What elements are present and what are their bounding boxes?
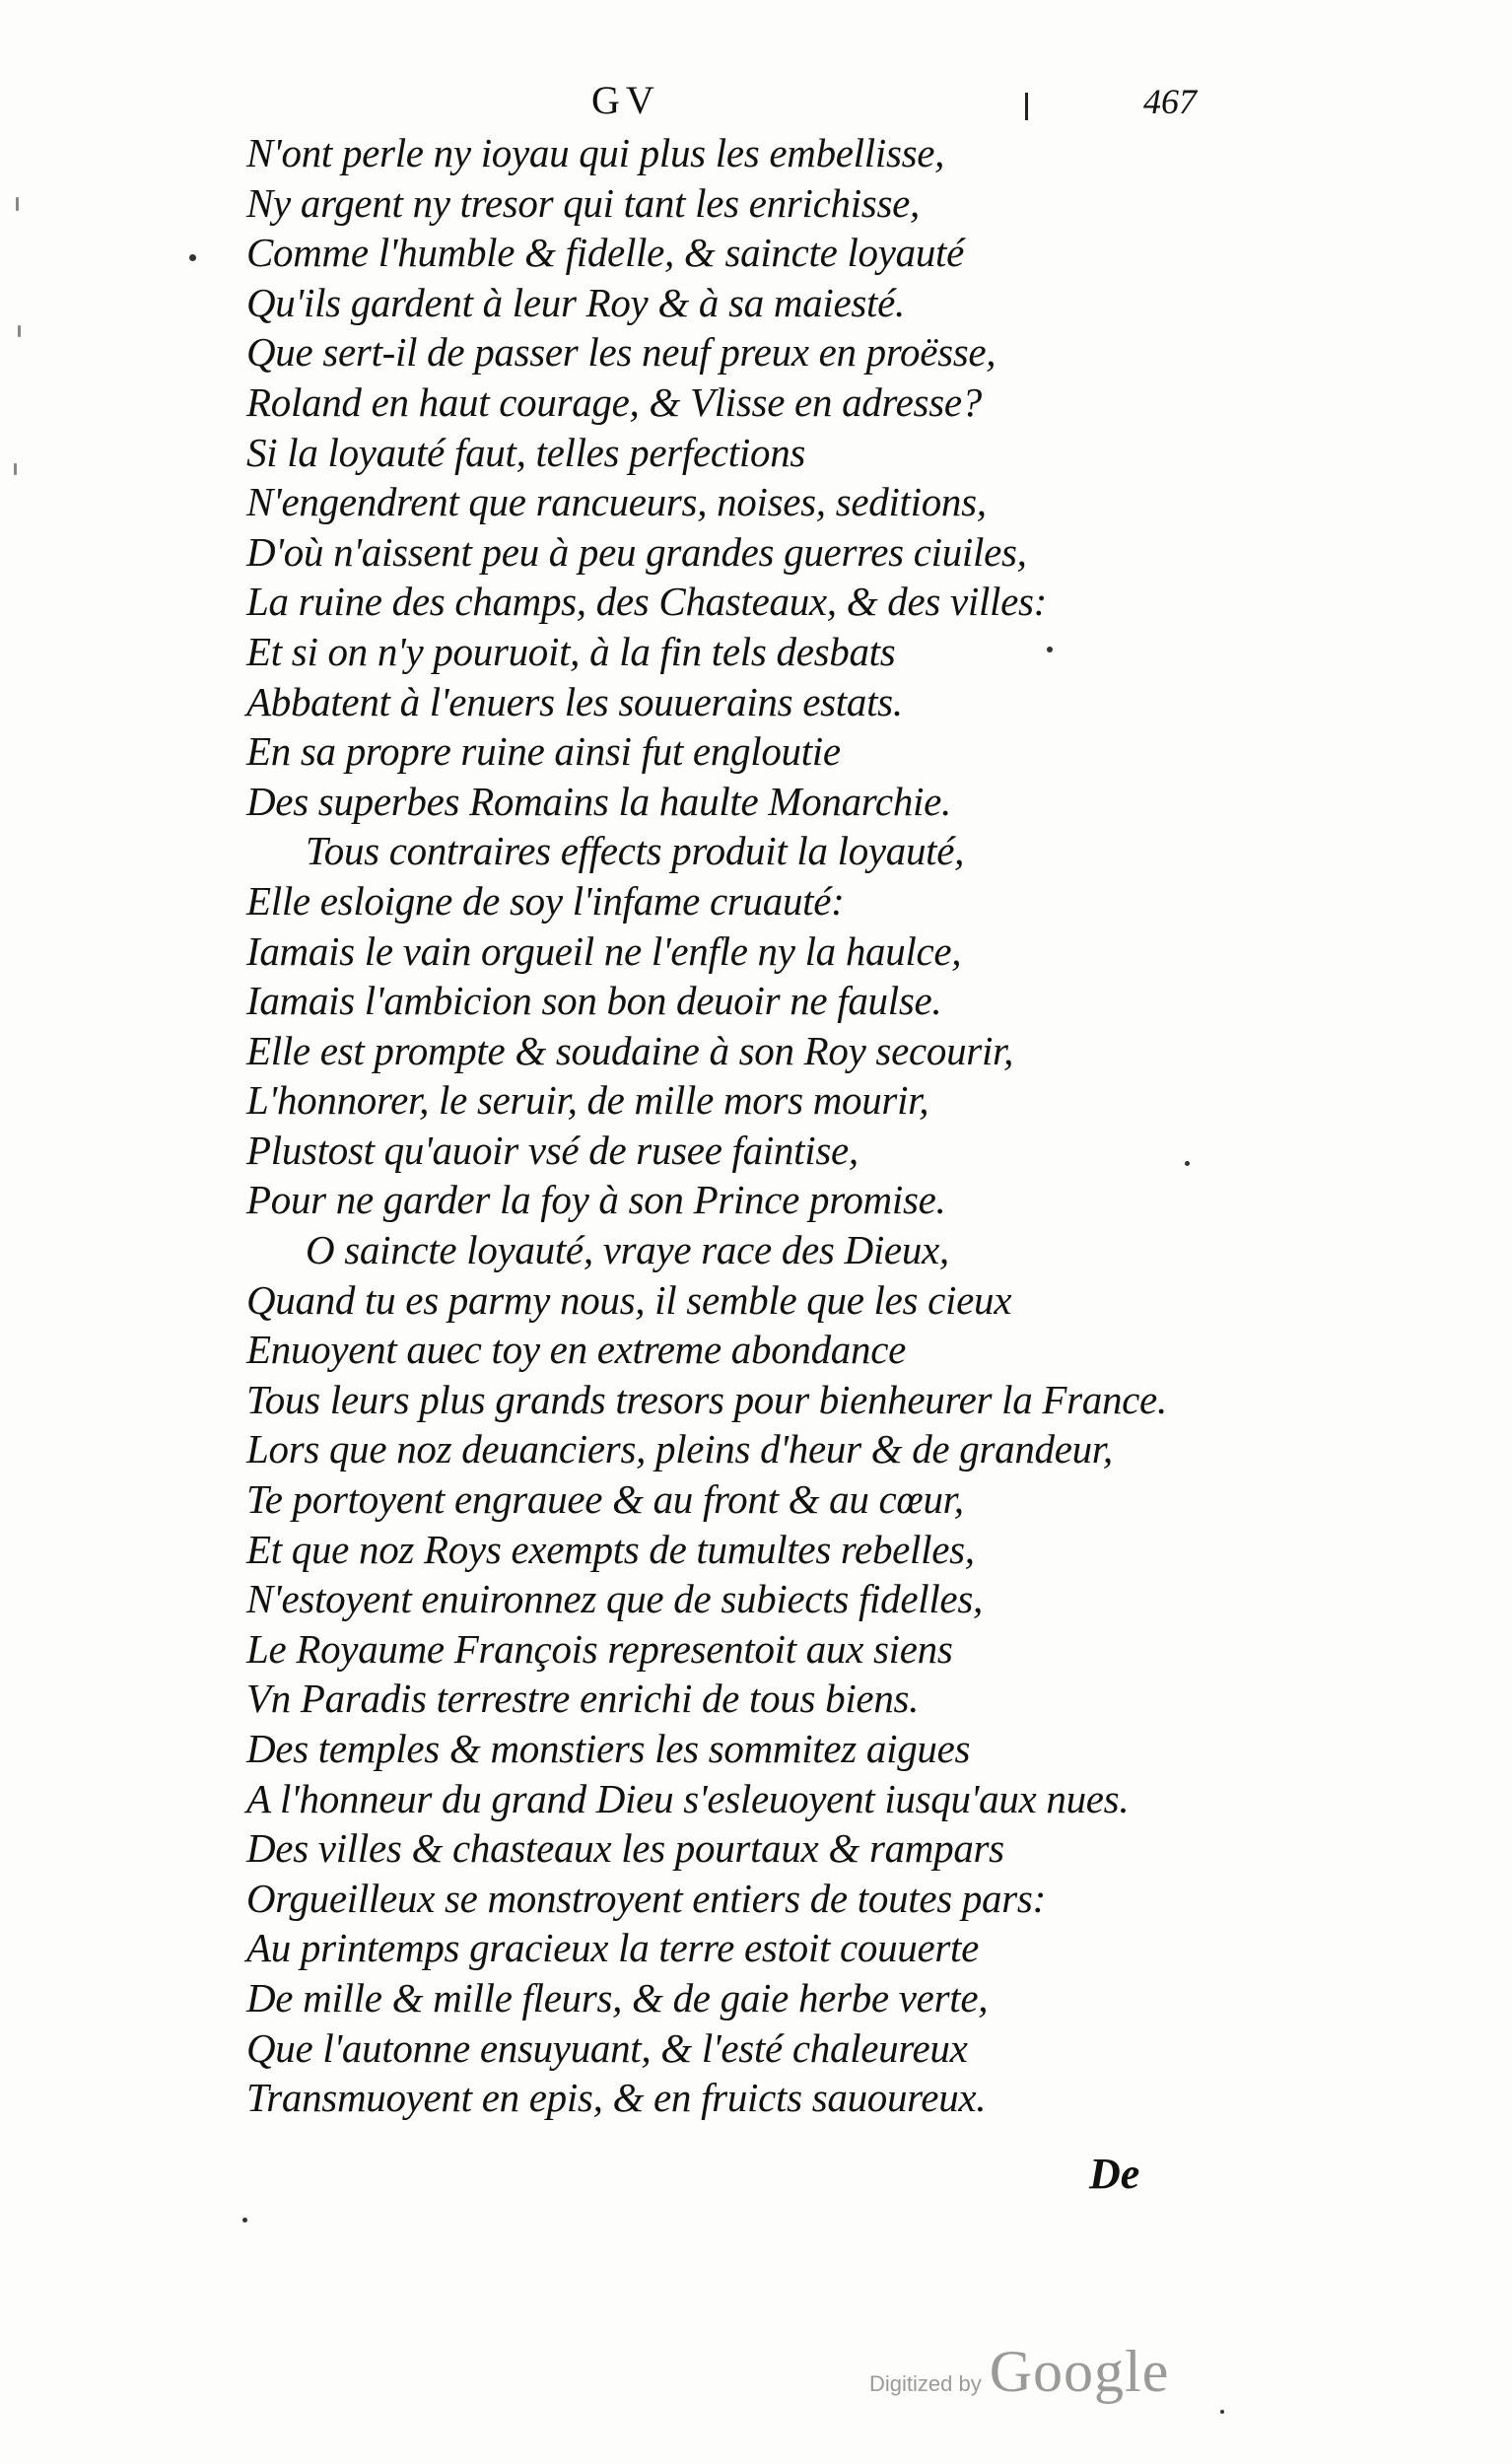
verse-line: D'où n'aissent peu à peu grandes guerres ciuiles,	[246, 528, 1027, 575]
verse-line: Et si on n'y pouruoit, à la fin tels desbats	[246, 628, 896, 674]
verse-line: N'engendrent que rancueurs, noises, seditions,	[246, 479, 987, 525]
verse-line: Roland en haut courage, & Vlisse en adresse?	[246, 378, 982, 425]
watermark-brand: Google	[989, 2339, 1170, 2404]
scan-speck	[16, 197, 19, 211]
scan-speck	[1185, 1161, 1190, 1166]
verse-line: Transmuoyent en epis, & en fruicts sauoureux.	[246, 2075, 987, 2121]
scan-speck	[1220, 2410, 1224, 2414]
verse-line: Enuoyent auec toy en extreme abondance	[246, 1327, 906, 1373]
verse-line-stanza-start: Tous contraires effects produit la loyauté,	[306, 828, 965, 874]
scan-speck	[1047, 647, 1053, 652]
verse-line: Qu'ils gardent à leur Roy & à sa maiesté.	[246, 279, 905, 325]
verse-line: La ruine des champs, des Chasteaux, & des villes:	[246, 579, 1048, 625]
verse-line: N'estoyent enuironnez que de subiects fidelles,	[246, 1576, 983, 1622]
verse-line: Tous leurs plus grands tresors pour bienheurer la France.	[246, 1376, 1167, 1422]
verse-line: Ny argent ny tresor qui tant les enrichisse,	[246, 179, 920, 226]
watermark-prefix: Digitized by	[869, 2371, 982, 2396]
scan-speck	[242, 2218, 247, 2223]
verse-line: Et que noz Roys exempts de tumultes rebelles,	[246, 1526, 975, 1572]
verse-line: Que l'autonne ensuyuant, & l'esté chaleureux	[246, 2024, 968, 2071]
verse-line: Vn Paradis terrestre enrichi de tous biens.	[246, 1676, 920, 1722]
running-head: GV	[591, 78, 660, 122]
verse-line: Des temples & monstiers les sommitez aigues	[246, 1726, 971, 1771]
verse-line: Plustost qu'auoir vsé de rusee faintise,	[246, 1127, 859, 1173]
verse-line: Orgueilleux se monstroyent entiers de toutes pars:	[246, 1875, 1046, 1921]
scan-speck	[14, 463, 17, 475]
verse-line: A l'honneur du grand Dieu s'esleuoyent iusqu'aux nues.	[246, 1775, 1130, 1821]
verse-line: N'ont perle ny ioyau qui plus les embellisse,	[246, 130, 945, 175]
verse-line: Si la loyauté faut, telles perfections	[246, 429, 806, 475]
digitized-by-watermark	[869, 2338, 1169, 2406]
poem-text	[246, 128, 1262, 2123]
verse-line: Quand tu es parmy nous, il semble que les cieux	[246, 1276, 1012, 1323]
page-number: 467	[1143, 82, 1197, 121]
verse-line: Pour ne garder la foy à son Prince promise.	[246, 1177, 946, 1223]
ink-tick-mark	[1025, 93, 1028, 120]
verse-line: Le Royaume François representoit aux siens	[246, 1625, 953, 1672]
verse-line: Iamais le vain orgueil ne l'enfle ny la haulce,	[246, 927, 962, 974]
verse-line: Comme l'humble & fidelle, & saincte loyauté	[246, 230, 965, 276]
verse-line: Iamais l'ambicion son bon deuoir ne faulse.	[246, 978, 942, 1024]
scan-speck	[189, 254, 196, 261]
verse-line: Abbatent à l'enuers les souuerains estats.	[246, 678, 903, 724]
verse-line: Des superbes Romains la haulte Monarchie.	[246, 778, 951, 824]
verse-line: Te portoyent engrauee & au front & au cœur,	[246, 1476, 964, 1523]
verse-line: Elle esloigne de soy l'infame cruauté:	[246, 877, 845, 924]
verse-line: L'honnorer, le seruir, de mille mors mourir,	[246, 1077, 929, 1124]
verse-line-stanza-start: O saincte loyauté, vraye race des Dieux,	[306, 1227, 949, 1273]
catchword: De	[1089, 2150, 1140, 2198]
verse-line: Au printemps gracieux la terre estoit couuerte	[246, 1925, 980, 1971]
verse-line: En sa propre ruine ainsi fut engloutie	[246, 728, 841, 775]
verse-line: Lors que noz deuanciers, pleins d'heur & de grandeur,	[246, 1426, 1113, 1472]
verse-line: De mille & mille fleurs, & de gaie herbe verte,	[246, 1974, 989, 2020]
verse-line: Des villes & chasteaux les pourtaux & rampars	[246, 1825, 1004, 1872]
verse-line: Elle est prompte & soudaine à son Roy secourir,	[246, 1027, 1014, 1073]
verse-line: Que sert-il de passer les neuf preux en proësse,	[246, 329, 997, 376]
scan-speck	[18, 325, 21, 337]
